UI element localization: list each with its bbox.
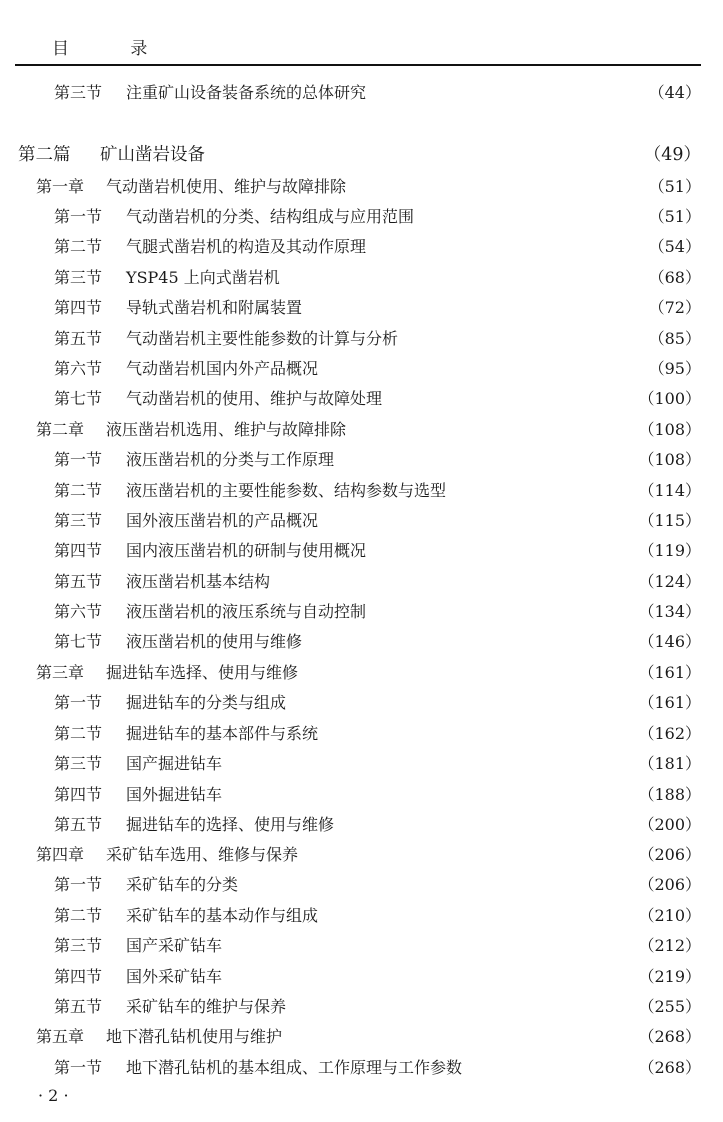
- toc-entry-number: 第三节: [54, 754, 103, 773]
- toc-entry-title: 采矿钻车的分类: [126, 875, 239, 894]
- toc-entry-page: （200）: [638, 815, 701, 834]
- toc-entry-page: （268）: [638, 1027, 701, 1046]
- toc-entry-number: 第四节: [54, 541, 103, 560]
- toc-section-entry: [54, 357, 701, 381]
- toc-entry-number: 第二章: [36, 420, 85, 439]
- toc-leader-dots: [340, 448, 632, 472]
- toc-entry-title: 国外采矿钻车: [126, 967, 223, 986]
- toc-leader-dots: [292, 995, 632, 1019]
- toc-section-entry: [54, 296, 701, 320]
- toc-section-entry: [54, 448, 701, 472]
- toc-leader-dots: [372, 235, 643, 259]
- toc-section-entry: [54, 81, 701, 105]
- toc-section-entry: [54, 691, 701, 715]
- toc-section-entry: [54, 873, 701, 897]
- toc-entry-title: 国外液压凿岩机的产品概况: [126, 511, 319, 530]
- toc-entry-title: 气动凿岩机的分类、结构组成与应用范围: [126, 207, 415, 226]
- toc-chapter-entry: [36, 843, 701, 867]
- toc-leader-dots: [304, 843, 632, 867]
- toc-entry-number: 第二节: [54, 237, 103, 256]
- toc-entry-number: 第五章: [36, 1027, 85, 1046]
- toc-entry-title: 气动凿岩机的使用、维护与故障处理: [126, 389, 383, 408]
- toc-entry-title: 注重矿山设备装备系统的总体研究: [126, 83, 367, 102]
- toc-entry-title: YSP45 上向式凿岩机: [126, 268, 280, 287]
- toc-leader-dots: [340, 813, 632, 837]
- toc-entry-title: 气动凿岩机使用、维护与故障排除: [106, 177, 347, 196]
- toc-section-entry: [54, 235, 701, 259]
- toc-entry-page: （108）: [638, 420, 701, 439]
- toc-entry-page: （49）: [643, 145, 701, 165]
- toc-entry-number: 第一节: [54, 693, 103, 712]
- toc-entry-title: 矿山凿岩设备: [100, 145, 205, 165]
- toc-section-entry: [54, 479, 701, 503]
- toc-leader-dots: [308, 296, 643, 320]
- toc-leader-dots: [468, 1056, 632, 1080]
- toc-section-entry: [54, 1056, 701, 1080]
- toc-entry-title: 采矿钻车选用、维修与保养: [106, 845, 299, 864]
- toc-entry-title: 地下潜孔钻机使用与维护: [106, 1027, 283, 1046]
- toc-entry-page: （68）: [648, 268, 701, 287]
- toc-leader-dots: [228, 783, 632, 807]
- toc-entry-number: 第七节: [54, 389, 103, 408]
- toc-leader-dots: [288, 1025, 632, 1049]
- toc-leader-dots: [324, 904, 632, 928]
- toc-entry-title: 液压凿岩机的使用与维修: [126, 632, 303, 651]
- toc-chapter-entry: [36, 1025, 701, 1049]
- toc-chapter-entry: [36, 175, 701, 199]
- toc-section-entry: [54, 387, 701, 411]
- toc-entry-page: （44）: [648, 83, 701, 102]
- toc-entry-page: （206）: [638, 845, 701, 864]
- toc-leader-dots: [308, 630, 632, 654]
- toc-entry-page: （54）: [648, 237, 701, 256]
- toc-leader-dots: [372, 81, 643, 105]
- toc-entry-page: （161）: [638, 663, 701, 682]
- toc-entry-number: 第一节: [54, 450, 103, 469]
- toc-entry-number: 第四章: [36, 845, 85, 864]
- toc-leader-dots: [292, 691, 632, 715]
- toc-chapter-entry: [36, 661, 701, 685]
- toc-entry-number: 第六节: [54, 602, 103, 621]
- toc-section-entry: [54, 266, 701, 290]
- toc-section-entry: [54, 509, 701, 533]
- page-number: · 2 ·: [38, 1086, 69, 1105]
- toc-entry-page: （181）: [638, 754, 701, 773]
- toc-leader-dots: [228, 752, 632, 776]
- toc-leader-dots: [372, 539, 632, 563]
- toc-entry-number: 第三节: [54, 936, 103, 955]
- toc-leader-dots: [228, 934, 632, 958]
- toc-entry-page: （162）: [638, 724, 701, 743]
- toc-leader-dots: [211, 143, 638, 167]
- toc-entry-page: （210）: [638, 906, 701, 925]
- toc-entry-title: 导轨式凿岩机和附属装置: [126, 298, 303, 317]
- toc-leader-dots: [244, 873, 632, 897]
- toc-entry-number: 第四节: [54, 298, 103, 317]
- toc-entry-number: 第三章: [36, 663, 85, 682]
- toc-entry-number: 第四节: [54, 967, 103, 986]
- toc-section-entry: [54, 965, 701, 989]
- toc-leader-dots: [276, 570, 632, 594]
- toc-leader-dots: [388, 387, 632, 411]
- toc-leader-dots: [352, 175, 643, 199]
- toc-entry-number: 第一章: [36, 177, 85, 196]
- toc-entry-page: （206）: [638, 875, 701, 894]
- toc-entry-number: 第二节: [54, 724, 103, 743]
- toc-entry-page: （146）: [638, 632, 701, 651]
- toc-leader-dots: [286, 266, 643, 290]
- toc-entry-title: 气动凿岩机主要性能参数的计算与分析: [126, 329, 399, 348]
- toc-entry-title: 气动凿岩机国内外产品概况: [126, 359, 319, 378]
- toc-entry-page: （114）: [638, 481, 701, 500]
- toc-entry-page: （268）: [638, 1058, 701, 1077]
- toc-part-entry: [18, 143, 701, 167]
- toc-section-entry: [54, 570, 701, 594]
- toc-leader-dots: [228, 965, 632, 989]
- toc-leader-dots: [324, 357, 643, 381]
- toc-entry-page: （124）: [638, 572, 701, 591]
- header-rule: [15, 64, 701, 66]
- toc-section-entry: [54, 600, 701, 624]
- toc-entry-page: （255）: [638, 997, 701, 1016]
- toc-section-entry: [54, 205, 701, 229]
- toc-entry-page: （51）: [648, 177, 701, 196]
- toc-entry-page: （51）: [648, 207, 701, 226]
- toc-section-entry: [54, 752, 701, 776]
- toc-entry-title: 采矿钻车的基本动作与组成: [126, 906, 319, 925]
- toc-entry-number: 第四节: [54, 785, 103, 804]
- toc-entry-title: 液压凿岩机的主要性能参数、结构参数与选型: [126, 481, 447, 500]
- toc-section-entry: [54, 630, 701, 654]
- toc-entry-title: 液压凿岩机基本结构: [126, 572, 271, 591]
- toc-entry-title: 国产掘进钻车: [126, 754, 223, 773]
- toc-entry-page: （100）: [638, 389, 701, 408]
- toc-leader-dots: [404, 327, 643, 351]
- toc-entry-page: （134）: [638, 602, 701, 621]
- toc-leader-dots: [372, 600, 632, 624]
- toc-section-entry: [54, 327, 701, 351]
- toc-section-entry: [54, 722, 701, 746]
- toc-chapter-entry: [36, 418, 701, 442]
- toc-leader-dots: [352, 418, 632, 442]
- toc-entry-page: （212）: [638, 936, 701, 955]
- toc-section-entry: [54, 934, 701, 958]
- toc-entry-number: 第六节: [54, 359, 103, 378]
- toc-entry-number: 第五节: [54, 329, 103, 348]
- toc-section-entry: [54, 783, 701, 807]
- toc-section-entry: [54, 904, 701, 928]
- toc-entry-title: 气腿式凿岩机的构造及其动作原理: [126, 237, 367, 256]
- toc-entry-page: （85）: [648, 329, 701, 348]
- toc-entry-title: 掘进钻车的选择、使用与维修: [126, 815, 335, 834]
- toc-entry-number: 第五节: [54, 572, 103, 591]
- toc-entry-title: 液压凿岩机选用、维护与故障排除: [106, 420, 347, 439]
- toc-entry-number: 第一节: [54, 875, 103, 894]
- toc-entry-page: （108）: [638, 450, 701, 469]
- toc-entry-number: 第二节: [54, 906, 103, 925]
- toc-entry-title: 掘进钻车选择、使用与维修: [106, 663, 299, 682]
- toc-entry-number: 第三节: [54, 83, 103, 102]
- toc-leader-dots: [324, 722, 632, 746]
- toc-entry-title: 地下潜孔钻机的基本组成、工作原理与工作参数: [126, 1058, 463, 1077]
- toc-entry-number: 第五节: [54, 815, 103, 834]
- toc-entry-page: （95）: [648, 359, 701, 378]
- toc-section-entry: [54, 995, 701, 1019]
- page-header-title: 目 录: [52, 39, 176, 59]
- toc-entry-title: 国外掘进钻车: [126, 785, 223, 804]
- toc-entry-title: 液压凿岩机的液压系统与自动控制: [126, 602, 367, 621]
- toc-entry-number: 第二节: [54, 481, 103, 500]
- toc-entry-page: （115）: [638, 511, 701, 530]
- toc-section-entry: [54, 813, 701, 837]
- toc-entry-page: （219）: [638, 967, 701, 986]
- toc-entry-page: （119）: [638, 541, 701, 560]
- toc-entry-title: 掘进钻车的基本部件与系统: [126, 724, 319, 743]
- toc-entry-number: 第一节: [54, 207, 103, 226]
- toc-leader-dots: [324, 509, 632, 533]
- toc-entry-number: 第五节: [54, 997, 103, 1016]
- toc-entry-page: （161）: [638, 693, 701, 712]
- toc-entry-title: 采矿钻车的维护与保养: [126, 997, 287, 1016]
- toc-entry-number: 第三节: [54, 268, 103, 287]
- toc-entry-number: 第七节: [54, 632, 103, 651]
- toc-entry-title: 国产采矿钻车: [126, 936, 223, 955]
- toc-entry-page: （188）: [638, 785, 701, 804]
- toc-entry-title: 液压凿岩机的分类与工作原理: [126, 450, 335, 469]
- toc-entry-number: 第一节: [54, 1058, 103, 1077]
- toc-section-entry: [54, 539, 701, 563]
- toc-entry-number: 第二篇: [18, 145, 71, 165]
- toc-entry-number: 第三节: [54, 511, 103, 530]
- toc-entry-page: （72）: [648, 298, 701, 317]
- toc-entry-title: 掘进钻车的分类与组成: [126, 693, 287, 712]
- toc-leader-dots: [452, 479, 632, 503]
- toc-entry-title: 国内液压凿岩机的研制与使用概况: [126, 541, 367, 560]
- toc-leader-dots: [304, 661, 632, 685]
- toc-leader-dots: [420, 205, 643, 229]
